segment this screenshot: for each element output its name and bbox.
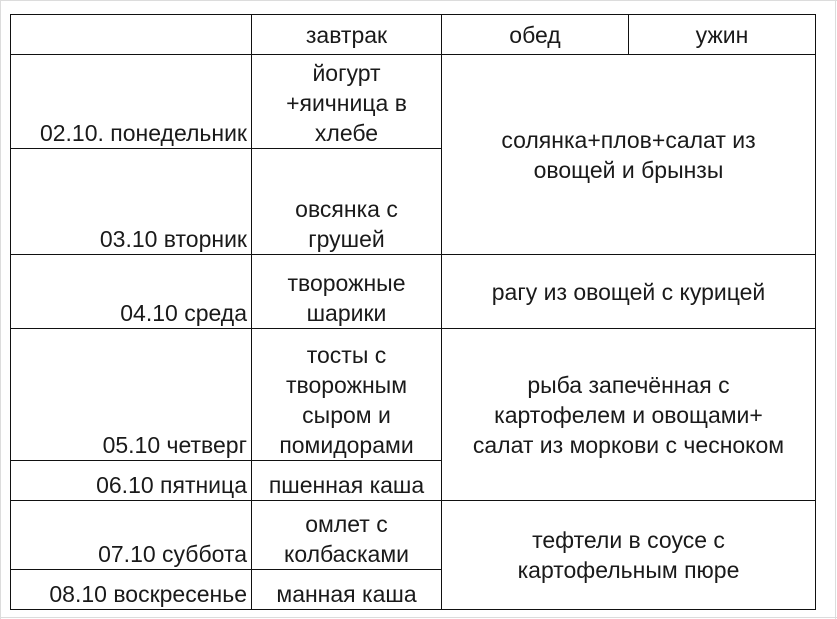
day-cell-friday[interactable]: 06.10 пятница: [11, 461, 252, 501]
meal-line: картофелем и овощами+: [494, 401, 763, 428]
day-cell-tuesday[interactable]: 03.10 вторник: [11, 149, 252, 255]
day-cell-thursday[interactable]: 05.10 четверг: [11, 329, 252, 461]
breakfast-line: йогурт: [312, 60, 381, 86]
meal-cell-sat-sun[interactable]: [442, 501, 816, 610]
breakfast-line: овсянка с: [295, 196, 398, 222]
breakfast-cell-tuesday[interactable]: [252, 149, 442, 255]
breakfast-line: творожные: [287, 270, 406, 296]
day-cell-sunday[interactable]: 08.10 воскресенье: [11, 570, 252, 610]
header-corner-cell[interactable]: [11, 15, 252, 55]
meal-line: солянка+плов+салат из: [501, 126, 756, 153]
breakfast-cell-thursday[interactable]: [252, 329, 442, 461]
meal-cell-thu-fri[interactable]: [442, 329, 816, 501]
breakfast-line: пшенная каша: [268, 472, 425, 498]
header-dinner[interactable]: ужин: [629, 15, 816, 55]
table-row: [11, 329, 816, 461]
table-row: [11, 255, 816, 329]
header-lunch[interactable]: обед: [442, 15, 629, 55]
meal-plan-table: [10, 14, 816, 610]
breakfast-line: сыром и: [302, 402, 391, 428]
meal-line: рыба запечённая с: [527, 371, 730, 398]
breakfast-line: омлет с: [305, 511, 388, 537]
meal-line: овощей и брынзы: [533, 156, 724, 183]
breakfast-line: колбасками: [284, 541, 409, 567]
header-row: [11, 15, 816, 55]
meal-cell-mon-tue[interactable]: [442, 55, 816, 255]
meal-line: рагу из овощей с курицей: [491, 278, 766, 305]
breakfast-line: тосты с: [306, 342, 387, 368]
day-cell-saturday[interactable]: 07.10 суббота: [11, 501, 252, 570]
day-cell-monday[interactable]: 02.10. понедельник: [11, 55, 252, 149]
breakfast-cell-wednesday[interactable]: [252, 255, 442, 329]
day-cell-wednesday[interactable]: 04.10 среда: [11, 255, 252, 329]
breakfast-line: творожным: [285, 372, 408, 398]
breakfast-cell-sunday[interactable]: [252, 570, 442, 610]
meal-line: картофельным пюре: [517, 557, 740, 583]
table-row: [11, 501, 816, 570]
breakfast-line: манная каша: [276, 581, 417, 607]
breakfast-cell-monday[interactable]: [252, 55, 442, 149]
table-row: [11, 55, 816, 149]
breakfast-line: помидорами: [279, 432, 414, 458]
breakfast-line: грушей: [308, 226, 385, 252]
breakfast-line: хлебе: [314, 120, 379, 146]
breakfast-cell-saturday[interactable]: [252, 501, 442, 570]
breakfast-line: шарики: [306, 300, 387, 326]
header-breakfast[interactable]: завтрак: [252, 15, 442, 55]
breakfast-cell-friday[interactable]: [252, 461, 442, 501]
meal-line: тефтели в соусе с: [532, 527, 725, 553]
meal-line: салат из моркови с чесноком: [472, 431, 785, 458]
breakfast-line: +яичница в: [286, 90, 407, 116]
meal-cell-wednesday[interactable]: [442, 255, 816, 329]
